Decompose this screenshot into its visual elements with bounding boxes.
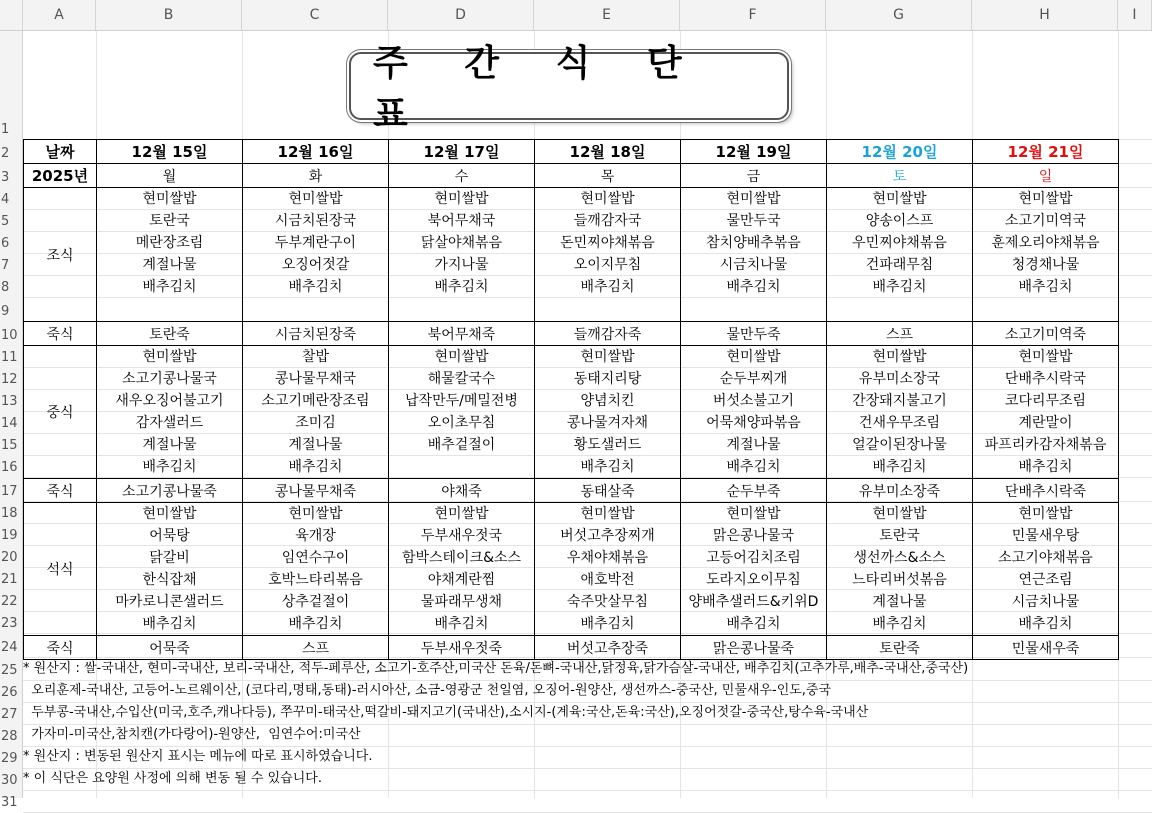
menu-item: 배추김치 — [872, 616, 927, 632]
column-header-b[interactable]: B — [96, 0, 242, 30]
menu-item: 계절나물 — [872, 594, 927, 610]
day-cell[interactable]: 금 — [681, 164, 827, 188]
menu-item: 생선까스&소스 — [853, 550, 946, 566]
column-header-c[interactable]: C — [242, 0, 388, 30]
day-cell[interactable]: 일 — [973, 164, 1119, 188]
menu-item: 단배추시락국 — [1004, 371, 1087, 387]
menu-item: 배추김치 — [872, 279, 927, 295]
porridge-cell[interactable]: 시금치된장죽 — [243, 322, 389, 346]
lunch-cell[interactable] — [97, 346, 243, 479]
menu-item: 돈민찌야채볶음 — [560, 235, 655, 251]
menu-item: 얼갈이된장나물 — [852, 437, 947, 453]
menu-item: 감자샐러드 — [135, 415, 204, 431]
menu-item: 배추김치 — [580, 279, 635, 295]
menu-item: 현미쌀밥 — [142, 506, 197, 522]
date-cell[interactable]: 12월 21일 — [973, 140, 1119, 164]
menu-item: 현미쌀밥 — [1018, 506, 1073, 522]
menu-table — [23, 139, 1119, 660]
row-number[interactable]: 2 — [1, 146, 10, 161]
day-cell[interactable]: 목 — [535, 164, 681, 188]
note-line[interactable]: 두부콩-국내산,수입산(미국,호주,캐나다등), 쭈꾸미-태국산,떡갈비-돼지고기(국내산),소시지-(계육:국산,돈육:국산),오징어젓갈-중국산,탕수육-국내산 — [23, 705, 869, 720]
menu-item: 함박스테이크&소스 — [401, 550, 522, 566]
menu-item: 오징어젓갈 — [281, 257, 350, 273]
dinner-cell[interactable] — [973, 503, 1119, 636]
lunch-cell[interactable] — [973, 346, 1119, 479]
lunch-cell[interactable] — [827, 346, 973, 479]
menu-item: 건파래무침 — [865, 257, 934, 273]
menu-item: 배추김치 — [288, 616, 343, 632]
title-box[interactable] — [349, 43, 789, 135]
menu-item: 계절나물 — [726, 437, 781, 453]
menu-item: 해물칼국수 — [427, 371, 496, 387]
row-number[interactable]: 19 — [1, 528, 18, 543]
menu-item: 조미김 — [295, 415, 336, 431]
menu-item: 우민찌야채볶음 — [852, 235, 947, 251]
porridge2-label[interactable]: 죽식 — [24, 479, 97, 503]
menu-item: 훈제오리야채볶음 — [991, 235, 1100, 251]
menu-item: 현미쌀밥 — [434, 191, 489, 207]
menu-item: 배추김치 — [580, 459, 635, 475]
year-label[interactable]: 2025년 — [24, 164, 97, 188]
column-header-g[interactable]: G — [826, 0, 972, 30]
column-header-bar — [0, 0, 1152, 31]
menu-item: 동태지리탕 — [573, 371, 642, 387]
menu-item — [827, 298, 972, 320]
menu-item: 현미쌀밥 — [142, 349, 197, 365]
menu-item: 우채야채볶음 — [566, 550, 649, 566]
dinner-cell[interactable] — [389, 503, 535, 636]
menu-item: 두부계란구이 — [274, 235, 357, 251]
row-number[interactable]: 9 — [1, 304, 10, 319]
menu-item: 느타리버섯볶음 — [852, 572, 947, 588]
row-number[interactable]: 18 — [1, 506, 18, 521]
row-number[interactable]: 7 — [1, 258, 10, 273]
menu-item: 상추겉절이 — [281, 594, 350, 610]
lunch-cell[interactable] — [535, 346, 681, 479]
lunch-label[interactable]: 중식 — [24, 346, 97, 479]
menu-item: 황도샐러드 — [573, 437, 642, 453]
note-line[interactable]: * 원산지 : 변동된 원산지 표시는 메뉴에 따로 표시하였습니다. — [23, 749, 373, 764]
menu-item: 토란국 — [879, 528, 920, 544]
column-header-h[interactable]: H — [972, 0, 1118, 30]
row-number[interactable]: 1 — [1, 122, 10, 137]
row-number[interactable]: 29 — [1, 751, 18, 766]
menu-item: 연근조림 — [1018, 572, 1073, 588]
menu-item — [681, 298, 826, 320]
porridge-cell[interactable]: 단배추시락죽 — [973, 479, 1119, 503]
row-number[interactable]: 30 — [1, 773, 18, 788]
porridge3-label[interactable]: 죽식 — [24, 636, 97, 660]
menu-item: 소고기메란장조림 — [261, 393, 370, 409]
menu-item: 육개장 — [295, 528, 336, 544]
menu-item: 배추김치 — [726, 616, 781, 632]
note-line[interactable]: * 원산지 : 쌀-국내산, 현미-국내산, 보리-국내산, 적두-페루산, 소고기-호주산,미국산 돈육/돈뼈-국내산,닭정육,닭가슴살-국내산, 배추김치(고추가루,배추-국내산,중국산) — [23, 661, 969, 676]
menu-item — [389, 456, 534, 478]
menu-item: 현미쌀밥 — [580, 191, 635, 207]
menu-item: 현미쌀밥 — [580, 349, 635, 365]
menu-item: 계절나물 — [288, 437, 343, 453]
menu-item: 북어무채국 — [427, 213, 496, 229]
porridge1-row — [24, 322, 1119, 346]
menu-item: 시금치된장국 — [274, 213, 357, 229]
menu-item: 양배추샐러드&키위D — [688, 594, 819, 610]
menu-item: 배추김치 — [726, 459, 781, 475]
menu-item: 찰밥 — [301, 349, 330, 365]
menu-item: 소고기콩나물국 — [122, 371, 217, 387]
note-line[interactable]: 가자미-미국산,참치캔(가다랑어)-원양산, 임연수어:미국산 — [23, 727, 361, 742]
menu-item: 현미쌀밥 — [1018, 191, 1073, 207]
day-cell[interactable]: 화 — [243, 164, 389, 188]
porridge-cell[interactable]: 들깨감자죽 — [535, 322, 681, 346]
menu-item: 배추겉절이 — [427, 437, 496, 453]
note-line[interactable]: 오리훈제-국내산, 고등어-노르웨이산, (코다리,명태,동태)-러시아산, 소금-영광군 천일염, 오징어-원양산, 생선까스-중국산, 민물새우-인도,중국 — [23, 683, 832, 698]
menu-item: 현미쌀밥 — [434, 506, 489, 522]
menu-item: 버섯고추장찌개 — [560, 528, 655, 544]
menu-item: 시금치나물 — [1011, 594, 1080, 610]
day-cell[interactable]: 토 — [827, 164, 973, 188]
menu-item: 현미쌀밥 — [872, 349, 927, 365]
porridge-cell[interactable]: 순두부죽 — [681, 479, 827, 503]
menu-item: 배추김치 — [142, 459, 197, 475]
menu-item: 어묵탕 — [149, 528, 190, 544]
porridge3-row — [24, 636, 1119, 660]
menu-item: 배추김치 — [288, 459, 343, 475]
menu-item: 배추김치 — [142, 616, 197, 632]
menu-item: 닭살야채볶음 — [420, 235, 503, 251]
porridge-cell[interactable]: 토란죽 — [827, 636, 973, 660]
menu-item: 배추김치 — [1018, 459, 1073, 475]
date-cell[interactable]: 12월 16일 — [243, 140, 389, 164]
menu-item: 물만두국 — [726, 213, 781, 229]
menu-item: 배추김치 — [434, 279, 489, 295]
menu-item: 배추김치 — [142, 279, 197, 295]
menu-item: 도라지오이무침 — [706, 572, 801, 588]
row-number[interactable]: 20 — [1, 550, 18, 565]
menu-item — [389, 298, 534, 320]
menu-item: 현미쌀밥 — [288, 506, 343, 522]
menu-item — [243, 298, 388, 320]
menu-item: 순두부찌개 — [719, 371, 788, 387]
menu-item: 오이초무침 — [427, 415, 496, 431]
breakfast-cell[interactable] — [535, 188, 681, 322]
row-number[interactable]: 16 — [1, 460, 18, 475]
menu-item: 양념치킨 — [580, 393, 635, 409]
menu-item: 계절나물 — [142, 257, 197, 273]
porridge-cell[interactable]: 스프 — [243, 636, 389, 660]
menu-item: 현미쌀밥 — [288, 191, 343, 207]
porridge-cell[interactable]: 어묵죽 — [97, 636, 243, 660]
menu-item — [97, 298, 242, 320]
porridge-cell[interactable]: 스프 — [827, 322, 973, 346]
menu-item — [535, 298, 680, 320]
row-number[interactable]: 13 — [1, 394, 18, 409]
menu-item: 시금치나물 — [719, 257, 788, 273]
menu-item: 가지나물 — [434, 257, 489, 273]
date-cell[interactable]: 12월 19일 — [681, 140, 827, 164]
menu-item — [973, 298, 1118, 320]
menu-item: 한식잡채 — [142, 572, 197, 588]
notes-section — [23, 658, 1148, 790]
menu-item: 양송이스프 — [865, 213, 934, 229]
menu-item: 고등어김치조림 — [706, 550, 801, 566]
menu-item: 야채계란찜 — [427, 572, 496, 588]
menu-item: 닭갈비 — [149, 550, 190, 566]
breakfast-label[interactable]: 조식 — [24, 188, 97, 322]
porridge-cell[interactable]: 소고기미역죽 — [973, 322, 1119, 346]
porridge-cell[interactable]: 물만두죽 — [681, 322, 827, 346]
menu-item: 호박느타리볶음 — [268, 572, 363, 588]
menu-item: 민물새우탕 — [1011, 528, 1080, 544]
menu-item: 소고기미역국 — [1004, 213, 1087, 229]
menu-item: 마카로니콘샐러드 — [115, 594, 224, 610]
row-number[interactable]: 21 — [1, 572, 18, 587]
column-header-e[interactable]: E — [534, 0, 680, 30]
menu-item: 배추김치 — [288, 279, 343, 295]
porridge-cell[interactable]: 북어무채죽 — [389, 322, 535, 346]
row-number[interactable]: 28 — [1, 729, 18, 744]
row-number[interactable]: 25 — [1, 663, 18, 678]
date-row — [24, 140, 1119, 164]
menu-item: 두부새우젓국 — [420, 528, 503, 544]
menu-item: 유부미소장국 — [858, 371, 941, 387]
date-cell[interactable]: 12월 20일 — [827, 140, 973, 164]
menu-item: 소고기야채볶음 — [998, 550, 1093, 566]
column-header-d[interactable]: D — [388, 0, 534, 30]
menu-item: 현미쌀밥 — [580, 506, 635, 522]
dinner-row — [24, 503, 1119, 636]
menu-item: 건새우무조림 — [858, 415, 941, 431]
menu-item: 콩나물겨자채 — [566, 415, 649, 431]
menu-item: 애호박전 — [580, 572, 635, 588]
menu-item: 코다리무조림 — [1004, 393, 1087, 409]
day-cell[interactable]: 월 — [97, 164, 243, 188]
porridge-cell[interactable]: 토란죽 — [97, 322, 243, 346]
row-number[interactable]: 10 — [1, 328, 18, 343]
porridge2-row — [24, 479, 1119, 503]
menu-item: 현미쌀밥 — [872, 506, 927, 522]
column-header-f[interactable]: F — [680, 0, 826, 30]
date-cell[interactable]: 12월 15일 — [97, 140, 243, 164]
row-number[interactable]: 23 — [1, 616, 18, 631]
row-number[interactable]: 4 — [1, 192, 10, 207]
menu-item: 납작만두/메밀전병 — [405, 393, 518, 409]
date-label[interactable]: 날짜 — [24, 140, 97, 164]
menu-item: 들깨감자국 — [573, 213, 642, 229]
row-number[interactable]: 26 — [1, 685, 18, 700]
dinner-cell[interactable] — [97, 503, 243, 636]
menu-item: 현미쌀밥 — [726, 506, 781, 522]
menu-item: 참치양배추볶음 — [706, 235, 801, 251]
menu-item: 오이지무침 — [573, 257, 642, 273]
menu-item: 물파래무생채 — [420, 594, 503, 610]
porridge-cell[interactable]: 야채죽 — [389, 479, 535, 503]
row-number[interactable]: 5 — [1, 214, 10, 229]
lunch-cell[interactable] — [243, 346, 389, 479]
menu-item: 계란말이 — [1018, 415, 1073, 431]
menu-item: 토란국 — [149, 213, 190, 229]
menu-item: 숙주맛살무침 — [566, 594, 649, 610]
menu-item: 콩나물무채국 — [274, 371, 357, 387]
menu-item: 현미쌀밥 — [1018, 349, 1073, 365]
date-cell[interactable]: 12월 18일 — [535, 140, 681, 164]
breakfast-row — [24, 188, 1119, 322]
menu-item: 임연수구이 — [281, 550, 350, 566]
menu-item: 현미쌀밥 — [726, 191, 781, 207]
lunch-row — [24, 346, 1119, 479]
menu-item: 맑은콩나물국 — [712, 528, 795, 544]
dinner-cell[interactable] — [535, 503, 681, 636]
gridline-h — [23, 790, 1152, 791]
column-header-a[interactable]: A — [23, 0, 96, 30]
menu-item: 현미쌀밥 — [872, 191, 927, 207]
menu-item: 현미쌀밥 — [726, 349, 781, 365]
row-number[interactable]: 12 — [1, 372, 18, 387]
menu-item: 간장돼지불고기 — [852, 393, 947, 409]
breakfast-cell[interactable] — [97, 188, 243, 322]
breakfast-cell[interactable] — [827, 188, 973, 322]
lunch-cell[interactable] — [389, 346, 535, 479]
row-number[interactable]: 8 — [1, 280, 10, 295]
menu-item: 계절나물 — [142, 437, 197, 453]
porridge1-label[interactable]: 죽식 — [24, 322, 97, 346]
row-number[interactable]: 15 — [1, 438, 18, 453]
dinner-cell[interactable] — [243, 503, 389, 636]
lunch-cell[interactable] — [681, 346, 827, 479]
porridge-cell[interactable]: 콩나물무채죽 — [243, 479, 389, 503]
menu-item: 현미쌀밥 — [434, 349, 489, 365]
sheet-title: 주 간 식 단 표 — [373, 43, 704, 135]
menu-item: 메란장조림 — [135, 235, 204, 251]
menu-item: 배추김치 — [580, 616, 635, 632]
day-row — [24, 164, 1119, 188]
row-number[interactable]: 24 — [1, 640, 18, 655]
row-number[interactable]: 17 — [1, 484, 18, 499]
menu-item: 배추김치 — [434, 616, 489, 632]
menu-item: 새우오징어불고기 — [115, 393, 224, 409]
porridge-cell[interactable]: 버섯고추장죽 — [535, 636, 681, 660]
porridge-cell[interactable]: 두부새우젓죽 — [389, 636, 535, 660]
dinner-cell[interactable] — [681, 503, 827, 636]
breakfast-cell[interactable] — [243, 188, 389, 322]
column-header-i[interactable]: I — [1118, 0, 1152, 30]
date-cell[interactable]: 12월 17일 — [389, 140, 535, 164]
row-number[interactable]: 3 — [1, 170, 10, 185]
porridge-cell[interactable]: 맑은콩나물죽 — [681, 636, 827, 660]
porridge-cell[interactable]: 동태살죽 — [535, 479, 681, 503]
menu-item: 배추김치 — [872, 459, 927, 475]
menu-item: 버섯소불고기 — [712, 393, 795, 409]
dinner-label[interactable]: 석식 — [24, 503, 97, 636]
row-number[interactable]: 14 — [1, 416, 18, 431]
breakfast-cell[interactable] — [973, 188, 1119, 322]
menu-item: 청경채나물 — [1011, 257, 1080, 273]
breakfast-cell[interactable] — [389, 188, 535, 322]
row-number[interactable]: 31 — [1, 795, 18, 810]
menu-item: 배추김치 — [1018, 279, 1073, 295]
menu-item: 현미쌀밥 — [142, 191, 197, 207]
porridge-cell[interactable]: 소고기콩나물죽 — [97, 479, 243, 503]
menu-item: 파프리카감자채볶음 — [984, 437, 1107, 453]
dinner-cell[interactable] — [827, 503, 973, 636]
row-number[interactable]: 6 — [1, 236, 10, 251]
menu-item: 어묵채양파볶음 — [706, 415, 801, 431]
note-line[interactable]: * 이 식단은 요양원 사정에 의해 변동 될 수 있습니다. — [23, 771, 322, 786]
menu-item: 배추김치 — [1018, 616, 1073, 632]
porridge-cell[interactable]: 민물새우죽 — [973, 636, 1119, 660]
porridge-cell[interactable]: 유부미소장죽 — [827, 479, 973, 503]
row-number[interactable]: 27 — [1, 707, 18, 722]
day-cell[interactable]: 수 — [389, 164, 535, 188]
row-number[interactable]: 22 — [1, 594, 18, 609]
row-number[interactable]: 11 — [1, 350, 18, 365]
menu-item: 배추김치 — [726, 279, 781, 295]
select-all-corner[interactable] — [0, 0, 23, 30]
breakfast-cell[interactable] — [681, 188, 827, 322]
